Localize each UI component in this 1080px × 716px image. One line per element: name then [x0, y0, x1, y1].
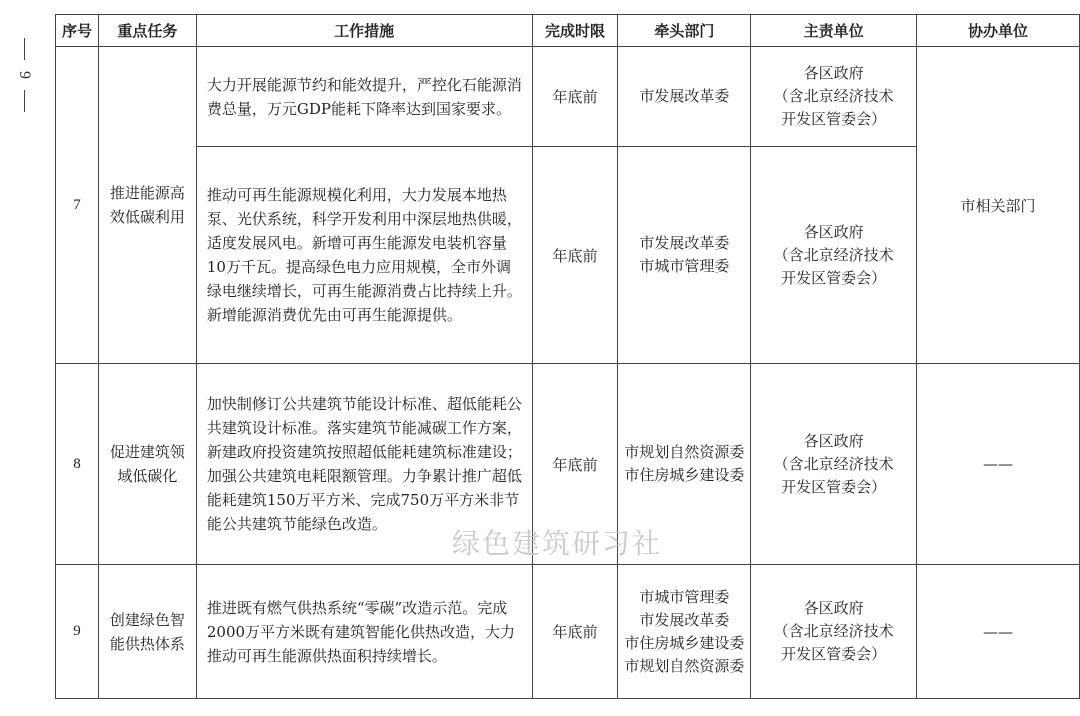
row-responsible [751, 565, 917, 699]
row-index: 9 [56, 565, 99, 699]
row-measure: 大力开展能源节约和能效提升，严控化石能源消费总量，万元GDP能耗下降率达到国家要求。 [196, 47, 532, 147]
task-table [55, 14, 1080, 699]
lead-dept: 市住房城乡建设委 [624, 633, 745, 652]
row-deadline: 年底前 [532, 47, 618, 147]
lead-dept: 市城市管理委 [639, 587, 730, 606]
row-index: 8 [56, 364, 99, 565]
row-deadline: 年底前 [532, 147, 618, 364]
lead-dept: 市规划自然资源委 [624, 443, 745, 461]
header-deadline: 完成时限 [532, 15, 618, 47]
row-measure: 推动可再生能源规模化利用，大力发展本地热泵、光伏系统，科学开发利用中深层地热供暖，适度发展风电。新增可再生能源发电装机容量10万千瓦。提高绿色电力应用规模，全市外调绿电继续增长，可再生能源消费占比持续上升。新增能源消费优先由可再生能源提供。 [196, 147, 532, 364]
row-responsible [751, 364, 917, 565]
responsible-line: 各区政府 [803, 64, 864, 82]
responsible-line: （含北京经济技术 [773, 454, 894, 473]
page-number [12, 38, 36, 112]
row-measure: 加快制修订公共建筑节能设计标准、超低能耗公共建筑设计标准。落实建筑节能减碳工作方案，新建政府投资建筑按照超低能耗建筑标准建设；加强公共建筑电耗限额管理。力争累计推广超低能耗建筑150万平方米、完成750万平方米非节能公共建筑节能绿色改造。 [196, 364, 532, 565]
row-responsible [751, 47, 917, 147]
row-lead [618, 47, 751, 147]
row-assist: 市相关部门 [917, 47, 1080, 364]
responsible-line: 各区政府 [803, 431, 864, 450]
responsible-line: （含北京经济技术 [773, 622, 894, 640]
page-number-dash-top [24, 38, 25, 60]
responsible-line: （含北京经济技术 [773, 245, 894, 264]
page-number-value: 9 [16, 71, 33, 79]
row-deadline: 年底前 [532, 364, 618, 565]
page-number-dash-bottom [24, 90, 25, 112]
responsible-line: （含北京经济技术 [773, 87, 894, 105]
row-task: 创建绿色智能供热体系 [98, 565, 196, 699]
row-task: 推进能源高效低碳利用 [98, 47, 196, 364]
responsible-line: 开发区管委会） [781, 110, 887, 128]
row-lead [618, 565, 751, 699]
responsible-line: 开发区管委会） [781, 477, 887, 496]
header-responsible: 主责单位 [751, 15, 917, 47]
table-row [56, 565, 1080, 699]
responsible-line: 开发区管委会） [781, 645, 887, 663]
lead-dept: 市住房城乡建设委 [624, 466, 745, 484]
lead-dept: 市发展改革委 [639, 87, 730, 105]
row-deadline: 年底前 [532, 565, 618, 699]
table-row [56, 47, 1080, 147]
header-assist: 协办单位 [917, 15, 1080, 47]
lead-dept: 市发展改革委 [639, 234, 730, 252]
header-task: 重点任务 [98, 15, 196, 47]
responsible-line: 开发区管委会） [781, 268, 887, 287]
watermark: 绿色建筑研习社 [452, 527, 663, 560]
row-measure: 推进既有燃气供热系统“零碳”改造示范。完成2000万平方米既有建筑智能化供热改造，大力推动可再生能源供热面积持续增长。 [196, 565, 532, 699]
header-index: 序号 [56, 15, 99, 47]
header-measures: 工作措施 [196, 15, 532, 47]
row-assist: —— [917, 565, 1080, 699]
lead-dept: 市城市管理委 [639, 257, 730, 275]
row-lead [618, 147, 751, 364]
row-task: 促进建筑领域低碳化 [98, 364, 196, 565]
responsible-line: 各区政府 [803, 599, 864, 617]
header-lead: 牵头部门 [618, 15, 751, 47]
row-responsible [751, 147, 917, 364]
responsible-line: 各区政府 [803, 222, 864, 241]
lead-dept: 市发展改革委 [639, 610, 730, 629]
row-assist: —— [917, 364, 1080, 565]
table-header-row [56, 15, 1080, 47]
row-index: 7 [56, 47, 99, 364]
lead-dept: 市规划自然资源委 [624, 656, 745, 675]
